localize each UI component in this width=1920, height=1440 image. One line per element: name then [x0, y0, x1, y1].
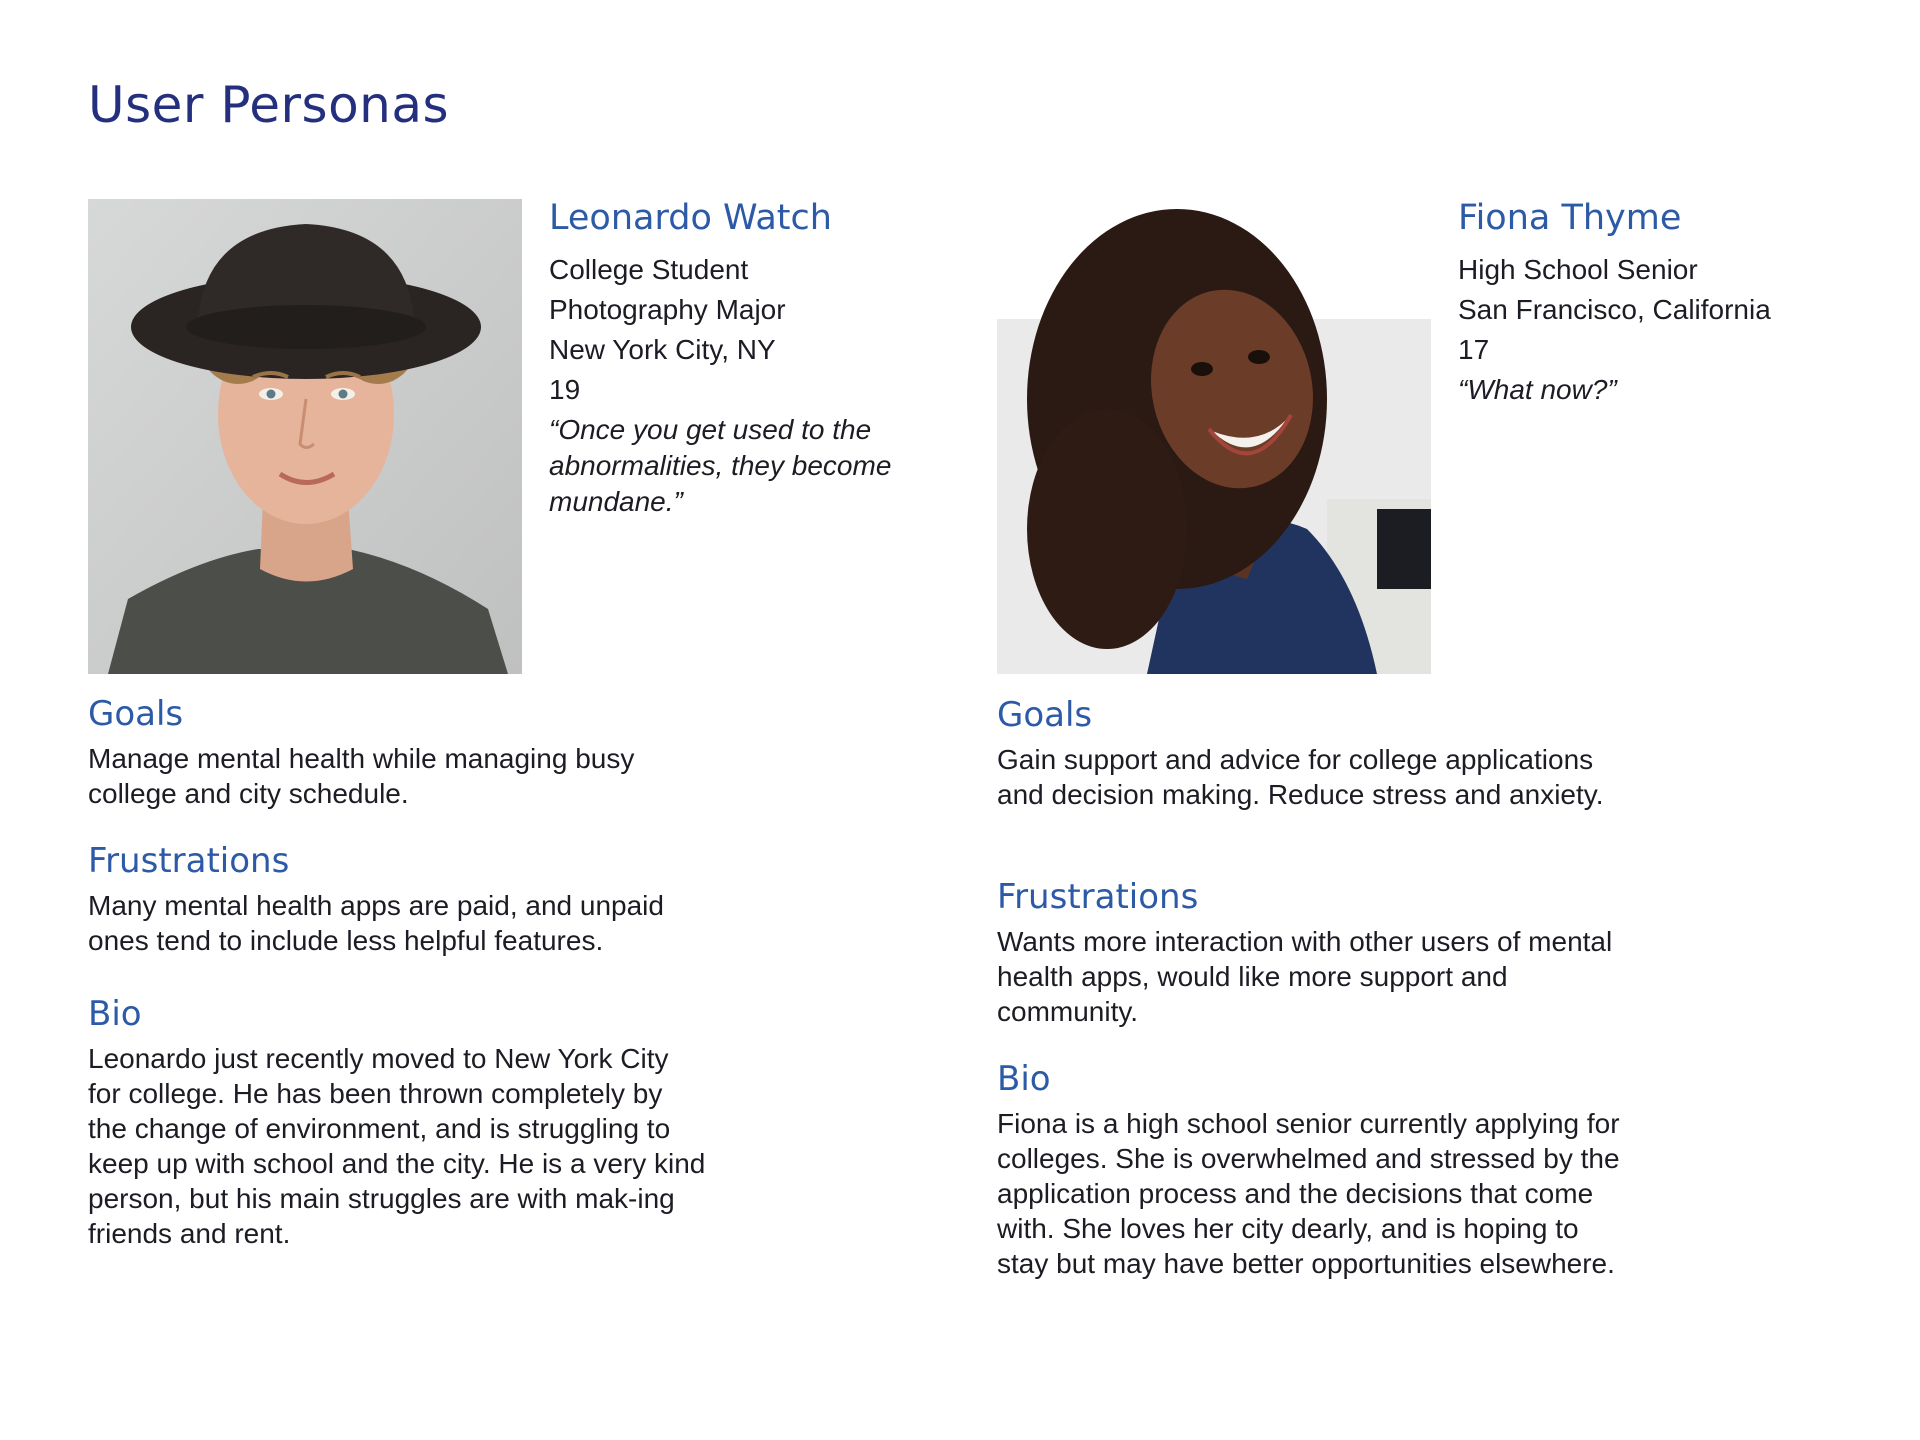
persona-card-leonardo [88, 199, 988, 1399]
goals-text: Gain support and advice for college applications and decision making. Reduce stress and anxiety. [997, 743, 1604, 810]
persona-portrait-image [997, 199, 1431, 674]
frustrations-section [997, 877, 1637, 1029]
bio-heading: Bio [88, 994, 142, 1034]
bio-text: Fiona is a high school senior currently applying for colleges. She is overwhelmed and stressed by the application process and the decisions that come with. She loves her city dearly, and is hoping to stay but may have better opportunities elsewhere. [997, 1107, 1620, 1279]
bio-section [88, 994, 708, 1251]
bio-heading: Bio [997, 1059, 1051, 1099]
goals-text: Manage mental health while managing busy college and city schedule. [88, 742, 635, 809]
goals-heading: Goals [997, 695, 1093, 735]
bio-section [997, 1059, 1637, 1281]
persona-age: 17 [1458, 333, 1490, 365]
frustrations-text: Many mental health apps are paid, and unpaid ones tend to include less helpful features. [88, 889, 664, 956]
persona-location: San Francisco, California [1458, 293, 1771, 325]
persona-photo [997, 199, 1431, 674]
persona-info [1458, 199, 1878, 408]
page-title: User Personas [88, 76, 450, 134]
frustrations-heading: Frustrations [997, 877, 1199, 917]
persona-name: Fiona Thyme [1458, 198, 1682, 238]
persona-location: New York City, NY [549, 333, 776, 365]
frustrations-heading: Frustrations [88, 841, 290, 881]
frustrations-text: Wants more interaction with other users of mental health apps, would like more support and community. [997, 925, 1613, 1027]
goals-heading: Goals [88, 694, 184, 734]
persona-photo [88, 199, 522, 674]
goals-section [997, 695, 1637, 812]
frustrations-section [88, 841, 708, 958]
persona-major: Photography Major [549, 293, 786, 325]
persona-card-fiona [997, 199, 1897, 1399]
persona-quote: “Once you get used to the abnormalities, they become mundane.” [549, 413, 892, 517]
persona-portrait-image [88, 199, 522, 674]
persona-age: 19 [549, 373, 581, 405]
persona-occupation: High School Senior [1458, 253, 1698, 285]
bio-text: Leonardo just recently moved to New York City for college. He has been thrown completely by the change of environment, and is struggling to keep up with school and the city. He is a very kind person, but his main struggles are with mak-ing friends and rent. [88, 1042, 706, 1249]
persona-name: Leonardo Watch [549, 198, 832, 238]
persona-quote: “What now?” [1458, 373, 1617, 405]
goals-section [88, 694, 708, 811]
persona-occupation: College Student [549, 253, 749, 285]
persona-info [549, 199, 969, 520]
